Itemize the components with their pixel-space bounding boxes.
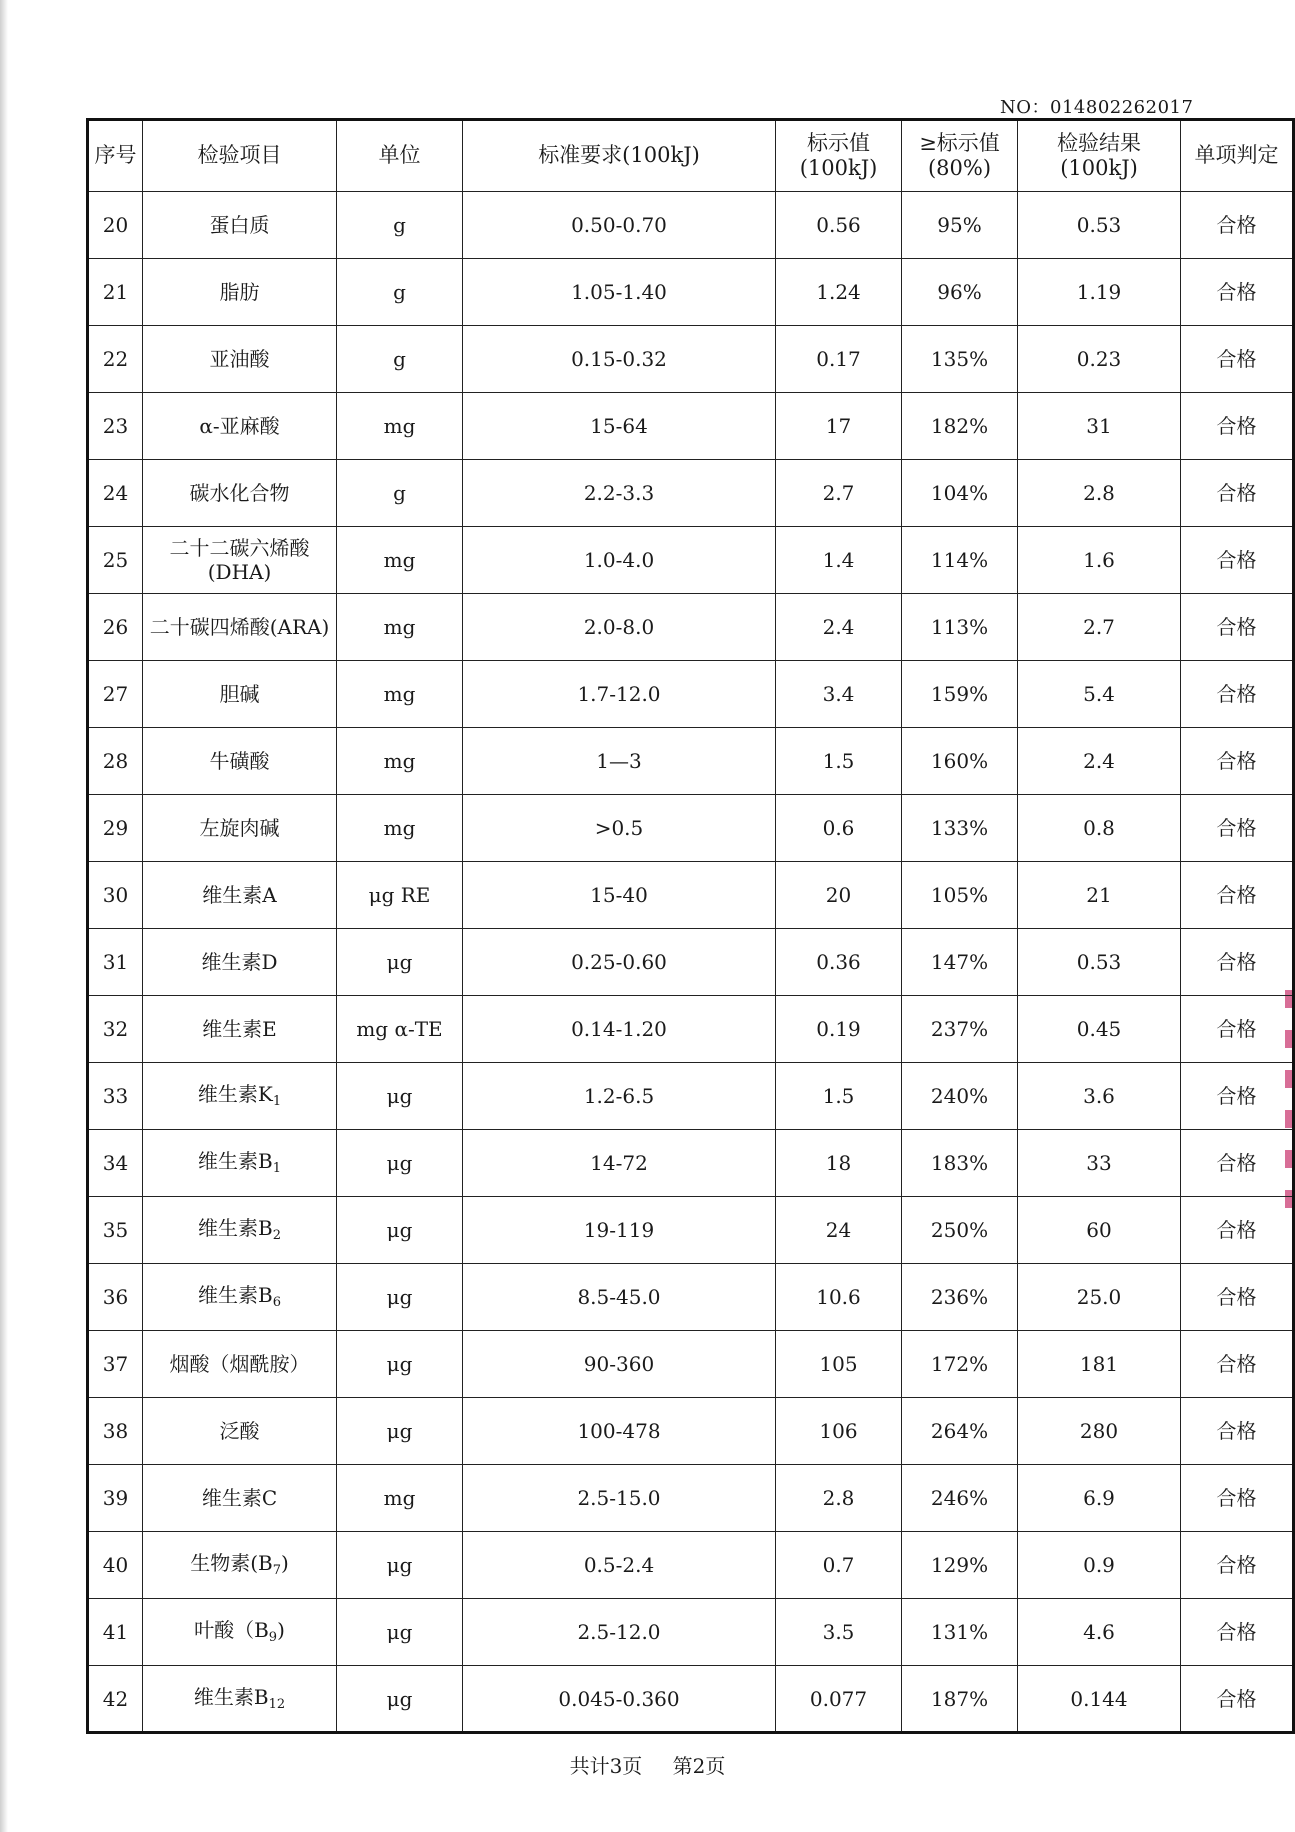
- cell-seq: 42: [88, 1666, 143, 1733]
- cell-verdict: 合格: [1181, 259, 1294, 326]
- cell-seq: 38: [88, 1398, 143, 1465]
- item-name: 碳水化合物: [189, 481, 290, 505]
- cell-verdict: 合格: [1181, 1331, 1294, 1398]
- item-subscript: 1: [272, 1161, 281, 1177]
- cell-verdict: 合格: [1181, 1264, 1294, 1331]
- cell-standard: 15-40: [463, 862, 776, 929]
- cell-ratio: 187%: [902, 1666, 1018, 1733]
- cell-item: [143, 661, 337, 728]
- cell-unit: g: [337, 460, 463, 527]
- table-row: [88, 326, 1294, 393]
- cell-result: 33: [1018, 1130, 1181, 1197]
- cell-result: 2.8: [1018, 460, 1181, 527]
- header-verdict: 单项判定: [1181, 120, 1294, 192]
- cell-ratio: 135%: [902, 326, 1018, 393]
- cell-ratio: 183%: [902, 1130, 1018, 1197]
- cell-seq: 26: [88, 594, 143, 661]
- header-result-line2: (100kJ): [1060, 156, 1138, 180]
- cell-seq: 21: [88, 259, 143, 326]
- cell-standard: 2.0-8.0: [463, 594, 776, 661]
- cell-ratio: 105%: [902, 862, 1018, 929]
- table-row: [88, 1465, 1294, 1532]
- cell-result: 3.6: [1018, 1063, 1181, 1130]
- table-row: [88, 460, 1294, 527]
- cell-verdict: 合格: [1181, 795, 1294, 862]
- header-ratio: [902, 120, 1018, 192]
- cell-verdict: 合格: [1181, 929, 1294, 996]
- cell-item: [143, 996, 337, 1063]
- table-row: [88, 192, 1294, 259]
- cell-item: [143, 728, 337, 795]
- header-label-value-line2: (100kJ): [799, 156, 878, 180]
- cell-item: [143, 862, 337, 929]
- cell-standard: 0.14-1.20: [463, 996, 776, 1063]
- cell-label-value: 18: [776, 1130, 902, 1197]
- cell-verdict: 合格: [1181, 527, 1294, 594]
- table-row: [88, 862, 1294, 929]
- cell-seq: 39: [88, 1465, 143, 1532]
- cell-item: [143, 594, 337, 661]
- cell-verdict: 合格: [1181, 594, 1294, 661]
- cell-unit: μg: [337, 1264, 463, 1331]
- item-subscript: 9: [268, 1630, 278, 1646]
- cell-unit: μg RE: [337, 862, 463, 929]
- cell-label-value: 10.6: [776, 1264, 902, 1331]
- cell-verdict: 合格: [1181, 1532, 1294, 1599]
- cell-seq: 22: [88, 326, 143, 393]
- cell-label-value: 2.7: [776, 460, 902, 527]
- cell-ratio: 172%: [902, 1331, 1018, 1398]
- cell-standard: 0.50-0.70: [463, 192, 776, 259]
- header-label-value-line1: 标示值: [807, 130, 870, 155]
- cell-verdict: 合格: [1181, 460, 1294, 527]
- cell-label-value: 1.5: [776, 1063, 902, 1130]
- cell-unit: μg: [337, 1331, 463, 1398]
- cell-standard: 0.15-0.32: [463, 326, 776, 393]
- cell-result: 181: [1018, 1331, 1181, 1398]
- header-standard: 标准要求(100kJ): [463, 120, 776, 192]
- item-name: 二十碳四烯酸(ARA): [149, 615, 330, 639]
- item-name: 烟酸（烟酰胺）: [169, 1352, 310, 1376]
- table-row: [88, 929, 1294, 996]
- cell-unit: mg: [337, 1465, 463, 1532]
- cell-standard: 2.5-15.0: [463, 1465, 776, 1532]
- cell-label-value: 3.4: [776, 661, 902, 728]
- cell-item: [143, 1666, 337, 1733]
- cell-standard: 90-360: [463, 1331, 776, 1398]
- cell-standard: 1—3: [463, 728, 776, 795]
- cell-item: [143, 1532, 337, 1599]
- cell-item: [143, 1398, 337, 1465]
- cell-ratio: 246%: [902, 1465, 1018, 1532]
- cell-standard: 19-119: [463, 1197, 776, 1264]
- cell-standard: 0.5-2.4: [463, 1532, 776, 1599]
- cell-result: 4.6: [1018, 1599, 1181, 1666]
- cell-item: [143, 1331, 337, 1398]
- cell-ratio: 237%: [902, 996, 1018, 1063]
- cell-result: 0.9: [1018, 1532, 1181, 1599]
- cell-label-value: 1.5: [776, 728, 902, 795]
- item-name: 胆碱: [219, 682, 260, 706]
- cell-standard: 2.2-3.3: [463, 460, 776, 527]
- cell-standard: 8.5-45.0: [463, 1264, 776, 1331]
- cell-ratio: 131%: [902, 1599, 1018, 1666]
- cell-item: [143, 929, 337, 996]
- item-name: 蛋白质: [209, 213, 270, 237]
- cell-ratio: 95%: [902, 192, 1018, 259]
- cell-item: [143, 1130, 337, 1197]
- cell-seq: 31: [88, 929, 143, 996]
- item-name: 维生素K: [197, 1082, 273, 1107]
- item-subscript: 12: [268, 1696, 286, 1712]
- cell-ratio: 104%: [902, 460, 1018, 527]
- cell-seq: 33: [88, 1063, 143, 1130]
- table-row: [88, 1666, 1294, 1733]
- cell-verdict: 合格: [1181, 393, 1294, 460]
- cell-result: 0.45: [1018, 996, 1181, 1063]
- cell-result: 6.9: [1018, 1465, 1181, 1532]
- item-suffix: ): [280, 1551, 289, 1576]
- cell-ratio: 240%: [902, 1063, 1018, 1130]
- cell-seq: 35: [88, 1197, 143, 1264]
- cell-standard: 1.05-1.40: [463, 259, 776, 326]
- cell-standard: 14-72: [463, 1130, 776, 1197]
- cell-label-value: 105: [776, 1331, 902, 1398]
- cell-seq: 36: [88, 1264, 143, 1331]
- cell-verdict: 合格: [1181, 1666, 1294, 1733]
- cell-result: 0.8: [1018, 795, 1181, 862]
- cell-seq: 32: [88, 996, 143, 1063]
- cell-unit: g: [337, 259, 463, 326]
- scan-edge-shadow: [0, 0, 8, 1832]
- item-name-line2: (DHA): [207, 560, 272, 584]
- cell-result: 0.144: [1018, 1666, 1181, 1733]
- item-name: 泛酸: [219, 1419, 260, 1443]
- cell-label-value: 0.17: [776, 326, 902, 393]
- cell-ratio: 133%: [902, 795, 1018, 862]
- cell-result: 1.19: [1018, 259, 1181, 326]
- cell-standard: 1.2-6.5: [463, 1063, 776, 1130]
- cell-item: [143, 259, 337, 326]
- cell-unit: μg: [337, 929, 463, 996]
- cell-ratio: 159%: [902, 661, 1018, 728]
- page-footer: [0, 1750, 1295, 1779]
- item-name: 维生素B: [198, 1283, 273, 1308]
- table-body: [88, 192, 1294, 1733]
- cell-unit: μg: [337, 1599, 463, 1666]
- cell-verdict: 合格: [1181, 728, 1294, 795]
- cell-label-value: 1.4: [776, 527, 902, 594]
- cell-item: [143, 460, 337, 527]
- cell-unit: μg: [337, 1666, 463, 1733]
- cell-label-value: 0.19: [776, 996, 902, 1063]
- item-name: 维生素B: [193, 1684, 269, 1709]
- total-pages: 共计3页: [569, 1754, 643, 1778]
- cell-label-value: 0.7: [776, 1532, 902, 1599]
- cell-result: 0.53: [1018, 192, 1181, 259]
- cell-verdict: 合格: [1181, 1398, 1294, 1465]
- cell-seq: 40: [88, 1532, 143, 1599]
- cell-seq: 27: [88, 661, 143, 728]
- cell-unit: μg: [337, 1398, 463, 1465]
- cell-seq: 29: [88, 795, 143, 862]
- table-row: [88, 1331, 1294, 1398]
- item-name: 脂肪: [219, 280, 260, 304]
- cell-seq: 30: [88, 862, 143, 929]
- cell-seq: 23: [88, 393, 143, 460]
- cell-unit: g: [337, 192, 463, 259]
- header-label-value: [776, 120, 902, 192]
- cell-label-value: 106: [776, 1398, 902, 1465]
- cell-standard: 100-478: [463, 1398, 776, 1465]
- cell-unit: mg: [337, 594, 463, 661]
- cell-unit: μg: [337, 1063, 463, 1130]
- cell-unit: mg: [337, 795, 463, 862]
- cell-verdict: 合格: [1181, 1130, 1294, 1197]
- cell-ratio: 264%: [902, 1398, 1018, 1465]
- cell-item: [143, 527, 337, 594]
- table-row: [88, 1197, 1294, 1264]
- cell-ratio: 236%: [902, 1264, 1018, 1331]
- cell-item: [143, 393, 337, 460]
- table-row: [88, 393, 1294, 460]
- cell-verdict: 合格: [1181, 1465, 1294, 1532]
- item-name: 维生素E: [202, 1017, 277, 1041]
- table-row: [88, 996, 1294, 1063]
- cell-unit: g: [337, 326, 463, 393]
- header-item: 检验项目: [143, 120, 337, 192]
- item-name: 维生素B: [198, 1216, 273, 1241]
- cell-standard: 15-64: [463, 393, 776, 460]
- cell-result: 25.0: [1018, 1264, 1181, 1331]
- cell-seq: 28: [88, 728, 143, 795]
- table-row: [88, 1264, 1294, 1331]
- cell-unit: μg: [337, 1197, 463, 1264]
- item-name: 二十二碳六烯酸: [169, 536, 310, 560]
- item-subscript: 7: [272, 1563, 281, 1579]
- item-name: 叶酸（B: [194, 1618, 269, 1643]
- header-unit: 单位: [337, 120, 463, 192]
- cell-standard: >0.5: [463, 795, 776, 862]
- table-row: [88, 661, 1294, 728]
- cell-standard: 0.25-0.60: [463, 929, 776, 996]
- cell-label-value: 0.077: [776, 1666, 902, 1733]
- item-suffix: ): [277, 1618, 285, 1643]
- cell-label-value: 2.8: [776, 1465, 902, 1532]
- table-header-row: [88, 120, 1294, 192]
- cell-label-value: 1.24: [776, 259, 902, 326]
- cell-verdict: 合格: [1181, 661, 1294, 728]
- cell-unit: mg α-TE: [337, 996, 463, 1063]
- table-row: [88, 1398, 1294, 1465]
- header-ratio-line2: (80%): [927, 156, 992, 180]
- document-number: NO：014802262017: [1000, 97, 1194, 118]
- item-name: 维生素B: [198, 1149, 273, 1174]
- cell-ratio: 96%: [902, 259, 1018, 326]
- cell-ratio: 147%: [902, 929, 1018, 996]
- cell-result: 1.6: [1018, 527, 1181, 594]
- cell-unit: mg: [337, 728, 463, 795]
- table-row: [88, 527, 1294, 594]
- cell-unit: mg: [337, 527, 463, 594]
- item-name: 生物素(B: [190, 1551, 273, 1576]
- table-row: [88, 1532, 1294, 1599]
- cell-standard: 1.0-4.0: [463, 527, 776, 594]
- cell-ratio: 129%: [902, 1532, 1018, 1599]
- cell-seq: 25: [88, 527, 143, 594]
- cell-item: [143, 1599, 337, 1666]
- cell-label-value: 20: [776, 862, 902, 929]
- inspection-results-table: [86, 118, 1295, 1734]
- cell-unit: mg: [337, 393, 463, 460]
- item-name: α-亚麻酸: [199, 414, 280, 438]
- item-name: 维生素A: [202, 883, 277, 907]
- cell-verdict: 合格: [1181, 1599, 1294, 1666]
- item-name: 维生素D: [201, 950, 278, 974]
- table-row: [88, 1063, 1294, 1130]
- cell-ratio: 114%: [902, 527, 1018, 594]
- item-name: 牛磺酸: [209, 749, 270, 773]
- cell-ratio: 160%: [902, 728, 1018, 795]
- cell-unit: μg: [337, 1532, 463, 1599]
- cell-label-value: 24: [776, 1197, 902, 1264]
- table-row: [88, 594, 1294, 661]
- cell-label-value: 17: [776, 393, 902, 460]
- cell-seq: 37: [88, 1331, 143, 1398]
- table-row: [88, 259, 1294, 326]
- cell-label-value: 0.6: [776, 795, 902, 862]
- item-subscript: 2: [272, 1228, 281, 1244]
- item-name: 左旋肉碱: [199, 816, 280, 840]
- cell-result: 2.4: [1018, 728, 1181, 795]
- cell-result: 60: [1018, 1197, 1181, 1264]
- table-row: [88, 795, 1294, 862]
- header-result: [1018, 120, 1181, 192]
- header-seq: 序号: [88, 120, 143, 192]
- table-row: [88, 1130, 1294, 1197]
- cell-ratio: 113%: [902, 594, 1018, 661]
- cell-seq: 20: [88, 192, 143, 259]
- cell-result: 21: [1018, 862, 1181, 929]
- cell-standard: 0.045-0.360: [463, 1666, 776, 1733]
- cell-item: [143, 1063, 337, 1130]
- current-page: 第2页: [672, 1754, 726, 1778]
- item-subscript: 6: [272, 1295, 281, 1311]
- cell-result: 0.53: [1018, 929, 1181, 996]
- cell-item: [143, 1197, 337, 1264]
- item-subscript: 1: [272, 1094, 282, 1110]
- cell-label-value: 2.4: [776, 594, 902, 661]
- cell-standard: 2.5-12.0: [463, 1599, 776, 1666]
- cell-seq: 34: [88, 1130, 143, 1197]
- cell-result: 5.4: [1018, 661, 1181, 728]
- cell-label-value: 3.5: [776, 1599, 902, 1666]
- item-name: 亚油酸: [209, 347, 270, 371]
- table-row: [88, 1599, 1294, 1666]
- cell-item: [143, 326, 337, 393]
- cell-item: [143, 795, 337, 862]
- cell-result: 31: [1018, 393, 1181, 460]
- cell-unit: mg: [337, 661, 463, 728]
- cell-verdict: 合格: [1181, 996, 1294, 1063]
- cell-verdict: 合格: [1181, 192, 1294, 259]
- cell-item: [143, 1465, 337, 1532]
- cell-result: 280: [1018, 1398, 1181, 1465]
- cell-seq: 24: [88, 460, 143, 527]
- cell-label-value: 0.36: [776, 929, 902, 996]
- cell-verdict: 合格: [1181, 1063, 1294, 1130]
- cell-unit: μg: [337, 1130, 463, 1197]
- cell-item: [143, 1264, 337, 1331]
- cell-verdict: 合格: [1181, 862, 1294, 929]
- table-row: [88, 728, 1294, 795]
- header-ratio-line1: ≥标示值: [919, 130, 1000, 155]
- item-name: 维生素C: [201, 1486, 278, 1510]
- cell-result: 2.7: [1018, 594, 1181, 661]
- cell-seq: 41: [88, 1599, 143, 1666]
- cell-ratio: 250%: [902, 1197, 1018, 1264]
- cell-item: [143, 192, 337, 259]
- cell-standard: 1.7-12.0: [463, 661, 776, 728]
- cell-ratio: 182%: [902, 393, 1018, 460]
- cell-label-value: 0.56: [776, 192, 902, 259]
- cell-verdict: 合格: [1181, 1197, 1294, 1264]
- header-result-line1: 检验结果: [1057, 130, 1141, 155]
- cell-result: 0.23: [1018, 326, 1181, 393]
- cell-verdict: 合格: [1181, 326, 1294, 393]
